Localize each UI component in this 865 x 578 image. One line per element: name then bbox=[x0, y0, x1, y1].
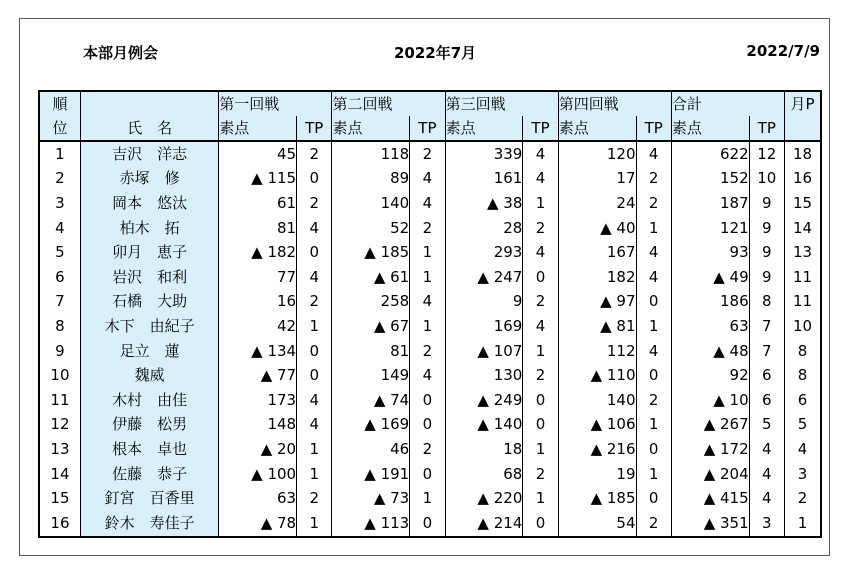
player-name-cell: 佐藤 恭子 bbox=[80, 462, 218, 487]
round-score-cell: ▲ 110 bbox=[558, 363, 636, 388]
round-tp-cell: 4 bbox=[297, 388, 332, 413]
player-name-cell: 根本 卓也 bbox=[80, 437, 218, 462]
round-score-cell: 18 bbox=[445, 437, 523, 462]
score-header: 素点 bbox=[445, 116, 523, 141]
round-4-header: 第四回戦 bbox=[558, 91, 671, 116]
rank-cell: 5 bbox=[39, 240, 80, 265]
total-tp-cell: 7 bbox=[749, 314, 784, 339]
round-tp-cell: 4 bbox=[636, 141, 671, 167]
event-date: 2022/7/9 bbox=[746, 42, 820, 60]
monthly-points-cell: 6 bbox=[785, 388, 822, 413]
round-score-cell: 112 bbox=[558, 339, 636, 364]
round-score-cell: ▲ 20 bbox=[219, 437, 297, 462]
round-1-header: 第一回戦 bbox=[219, 91, 332, 116]
total-score-cell: ▲ 351 bbox=[671, 511, 749, 537]
round-score-cell: 9 bbox=[445, 290, 523, 315]
rank-cell: 1 bbox=[39, 141, 80, 167]
round-score-cell: 167 bbox=[558, 240, 636, 265]
round-score-cell: 77 bbox=[219, 265, 297, 290]
round-tp-cell: 1 bbox=[297, 462, 332, 487]
table-row bbox=[39, 167, 821, 192]
total-score-cell: 622 bbox=[671, 141, 749, 167]
rank-cell: 15 bbox=[39, 486, 80, 511]
monthly-points-cell: 18 bbox=[785, 141, 822, 167]
round-score-cell: 182 bbox=[558, 265, 636, 290]
total-tp-cell: 6 bbox=[749, 388, 784, 413]
round-score-cell: 130 bbox=[445, 363, 523, 388]
round-tp-cell: 4 bbox=[297, 413, 332, 438]
round-tp-cell: 2 bbox=[523, 462, 558, 487]
round-score-cell: 89 bbox=[332, 167, 410, 192]
rank-cell: 13 bbox=[39, 437, 80, 462]
total-score-cell: ▲ 415 bbox=[671, 486, 749, 511]
rank-cell: 2 bbox=[39, 167, 80, 192]
round-3-header: 第三回戦 bbox=[445, 91, 558, 116]
round-tp-cell: 2 bbox=[636, 167, 671, 192]
table-row bbox=[39, 191, 821, 216]
round-score-cell: 54 bbox=[558, 511, 636, 537]
round-tp-cell: 1 bbox=[636, 216, 671, 241]
monthly-points-header: 月P bbox=[785, 91, 822, 116]
monthly-points-cell: 4 bbox=[785, 437, 822, 462]
table-row bbox=[39, 413, 821, 438]
round-score-cell: ▲ 185 bbox=[332, 240, 410, 265]
rank-header-bottom: 位 bbox=[39, 116, 80, 141]
player-name-cell: 岡本 悠汰 bbox=[80, 191, 218, 216]
table-row bbox=[39, 462, 821, 487]
round-tp-cell: 0 bbox=[523, 511, 558, 537]
player-name-cell: 足立 蓮 bbox=[80, 339, 218, 364]
round-score-cell: ▲ 100 bbox=[219, 462, 297, 487]
player-name-cell: 釘宮 百香里 bbox=[80, 486, 218, 511]
round-score-cell: ▲ 106 bbox=[558, 413, 636, 438]
round-score-cell: ▲ 74 bbox=[332, 388, 410, 413]
total-tp-cell: 9 bbox=[749, 265, 784, 290]
total-score-cell: 186 bbox=[671, 290, 749, 315]
player-name-cell: 卯月 恵子 bbox=[80, 240, 218, 265]
round-score-cell: ▲ 216 bbox=[558, 437, 636, 462]
player-name-cell: 石橋 大助 bbox=[80, 290, 218, 315]
player-name-cell: 伊藤 松男 bbox=[80, 413, 218, 438]
monthly-points-cell: 2 bbox=[785, 486, 822, 511]
total-score-cell: ▲ 48 bbox=[671, 339, 749, 364]
tp-header: TP bbox=[410, 116, 445, 141]
round-score-cell: ▲ 40 bbox=[558, 216, 636, 241]
tp-header: TP bbox=[297, 116, 332, 141]
round-score-cell: ▲ 107 bbox=[445, 339, 523, 364]
rank-cell: 10 bbox=[39, 363, 80, 388]
table-row bbox=[39, 339, 821, 364]
table-row bbox=[39, 141, 821, 167]
header-row-2 bbox=[39, 116, 821, 141]
monthly-points-cell: 15 bbox=[785, 191, 822, 216]
round-tp-cell: 4 bbox=[523, 167, 558, 192]
round-tp-cell: 1 bbox=[636, 462, 671, 487]
round-score-cell: 45 bbox=[219, 141, 297, 167]
event-month: 2022年7月 bbox=[394, 44, 477, 62]
name-header: 氏 名 bbox=[80, 116, 218, 141]
rank-cell: 4 bbox=[39, 216, 80, 241]
total-tp-cell: 7 bbox=[749, 339, 784, 364]
round-tp-cell: 0 bbox=[523, 413, 558, 438]
round-score-cell: 28 bbox=[445, 216, 523, 241]
total-tp-cell: 9 bbox=[749, 191, 784, 216]
round-tp-cell: 4 bbox=[523, 240, 558, 265]
total-tp-cell: 4 bbox=[749, 462, 784, 487]
total-score-cell: 187 bbox=[671, 191, 749, 216]
rank-cell: 11 bbox=[39, 388, 80, 413]
total-tp-cell: 9 bbox=[749, 240, 784, 265]
score-header: 素点 bbox=[671, 116, 749, 141]
round-tp-cell: 2 bbox=[636, 388, 671, 413]
round-tp-cell: 2 bbox=[410, 437, 445, 462]
round-score-cell: 149 bbox=[332, 363, 410, 388]
round-tp-cell: 2 bbox=[523, 290, 558, 315]
round-score-cell: ▲ 113 bbox=[332, 511, 410, 537]
round-tp-cell: 0 bbox=[636, 486, 671, 511]
round-tp-cell: 2 bbox=[636, 511, 671, 537]
tp-header: TP bbox=[636, 116, 671, 141]
total-tp-cell: 4 bbox=[749, 486, 784, 511]
rank-cell: 6 bbox=[39, 265, 80, 290]
round-tp-cell: 2 bbox=[410, 216, 445, 241]
monthly-points-cell: 11 bbox=[785, 265, 822, 290]
player-name-cell: 岩沢 和利 bbox=[80, 265, 218, 290]
round-tp-cell: 0 bbox=[523, 265, 558, 290]
table-row bbox=[39, 240, 821, 265]
score-header: 素点 bbox=[332, 116, 410, 141]
monthly-points-cell: 5 bbox=[785, 413, 822, 438]
round-tp-cell: 4 bbox=[410, 167, 445, 192]
monthly-points-cell: 10 bbox=[785, 314, 822, 339]
results-body bbox=[39, 141, 821, 537]
round-tp-cell: 1 bbox=[523, 437, 558, 462]
round-score-cell: ▲ 61 bbox=[332, 265, 410, 290]
round-score-cell: 24 bbox=[558, 191, 636, 216]
round-score-cell: ▲ 247 bbox=[445, 265, 523, 290]
round-tp-cell: 1 bbox=[523, 339, 558, 364]
tp-header: TP bbox=[749, 116, 784, 141]
table-row bbox=[39, 314, 821, 339]
round-tp-cell: 1 bbox=[297, 437, 332, 462]
round-tp-cell: 4 bbox=[636, 240, 671, 265]
round-score-cell: 81 bbox=[219, 216, 297, 241]
player-name-cell: 木村 由佳 bbox=[80, 388, 218, 413]
round-tp-cell: 4 bbox=[636, 265, 671, 290]
total-header: 合計 bbox=[671, 91, 784, 116]
round-score-cell: 120 bbox=[558, 141, 636, 167]
round-score-cell: ▲ 214 bbox=[445, 511, 523, 537]
rank-cell: 9 bbox=[39, 339, 80, 364]
round-tp-cell: 4 bbox=[410, 191, 445, 216]
round-tp-cell: 0 bbox=[636, 290, 671, 315]
round-score-cell: ▲ 73 bbox=[332, 486, 410, 511]
round-tp-cell: 2 bbox=[636, 191, 671, 216]
round-score-cell: 173 bbox=[219, 388, 297, 413]
round-tp-cell: 2 bbox=[297, 191, 332, 216]
total-tp-cell: 4 bbox=[749, 437, 784, 462]
round-tp-cell: 0 bbox=[410, 413, 445, 438]
event-title: 本部月例会 bbox=[83, 44, 159, 62]
total-score-cell: ▲ 204 bbox=[671, 462, 749, 487]
table-row bbox=[39, 290, 821, 315]
table-row bbox=[39, 486, 821, 511]
round-score-cell: 140 bbox=[558, 388, 636, 413]
round-tp-cell: 0 bbox=[297, 240, 332, 265]
round-tp-cell: 0 bbox=[636, 437, 671, 462]
monthly-points-cell: 8 bbox=[785, 363, 822, 388]
round-score-cell: 161 bbox=[445, 167, 523, 192]
table-row bbox=[39, 437, 821, 462]
round-score-cell: 293 bbox=[445, 240, 523, 265]
round-tp-cell: 2 bbox=[410, 339, 445, 364]
monthly-points-cell: 16 bbox=[785, 167, 822, 192]
round-score-cell: ▲ 78 bbox=[219, 511, 297, 537]
round-score-cell: ▲ 249 bbox=[445, 388, 523, 413]
round-tp-cell: 4 bbox=[636, 339, 671, 364]
total-tp-cell: 6 bbox=[749, 363, 784, 388]
round-tp-cell: 1 bbox=[410, 314, 445, 339]
total-tp-cell: 9 bbox=[749, 216, 784, 241]
tp-header: TP bbox=[523, 116, 558, 141]
table-row bbox=[39, 265, 821, 290]
round-tp-cell: 2 bbox=[297, 141, 332, 167]
round-tp-cell: 4 bbox=[410, 290, 445, 315]
total-tp-cell: 3 bbox=[749, 511, 784, 537]
round-tp-cell: 1 bbox=[297, 314, 332, 339]
total-tp-cell: 12 bbox=[749, 141, 784, 167]
round-score-cell: 17 bbox=[558, 167, 636, 192]
round-score-cell: 46 bbox=[332, 437, 410, 462]
round-tp-cell: 4 bbox=[297, 216, 332, 241]
round-tp-cell: 2 bbox=[523, 363, 558, 388]
table-row bbox=[39, 511, 821, 537]
round-tp-cell: 1 bbox=[410, 265, 445, 290]
round-score-cell: 63 bbox=[219, 486, 297, 511]
player-name-cell: 木下 由紀子 bbox=[80, 314, 218, 339]
round-tp-cell: 4 bbox=[523, 141, 558, 167]
monthly-points-header-bottom bbox=[785, 116, 822, 141]
round-score-cell: ▲ 77 bbox=[219, 363, 297, 388]
total-score-cell: ▲ 172 bbox=[671, 437, 749, 462]
player-name-cell: 赤塚 修 bbox=[80, 167, 218, 192]
rank-cell: 14 bbox=[39, 462, 80, 487]
name-header-top bbox=[80, 91, 218, 116]
total-tp-cell: 10 bbox=[749, 167, 784, 192]
total-tp-cell: 5 bbox=[749, 413, 784, 438]
monthly-points-cell: 8 bbox=[785, 339, 822, 364]
round-tp-cell: 1 bbox=[410, 240, 445, 265]
table-row bbox=[39, 388, 821, 413]
total-score-cell: 93 bbox=[671, 240, 749, 265]
total-score-cell: ▲ 49 bbox=[671, 265, 749, 290]
round-score-cell: ▲ 67 bbox=[332, 314, 410, 339]
round-score-cell: ▲ 185 bbox=[558, 486, 636, 511]
monthly-points-cell: 3 bbox=[785, 462, 822, 487]
results-table bbox=[38, 90, 822, 538]
round-tp-cell: 1 bbox=[636, 413, 671, 438]
rank-cell: 8 bbox=[39, 314, 80, 339]
round-score-cell: ▲ 115 bbox=[219, 167, 297, 192]
round-tp-cell: 0 bbox=[410, 388, 445, 413]
score-header: 素点 bbox=[558, 116, 636, 141]
round-score-cell: ▲ 81 bbox=[558, 314, 636, 339]
round-score-cell: 19 bbox=[558, 462, 636, 487]
round-score-cell: 339 bbox=[445, 141, 523, 167]
round-tp-cell: 1 bbox=[410, 486, 445, 511]
round-tp-cell: 0 bbox=[297, 363, 332, 388]
total-score-cell: 152 bbox=[671, 167, 749, 192]
round-tp-cell: 0 bbox=[410, 511, 445, 537]
total-score-cell: 121 bbox=[671, 216, 749, 241]
round-tp-cell: 1 bbox=[523, 191, 558, 216]
round-tp-cell: 2 bbox=[523, 216, 558, 241]
round-score-cell: ▲ 97 bbox=[558, 290, 636, 315]
total-score-cell: ▲ 267 bbox=[671, 413, 749, 438]
round-tp-cell: 2 bbox=[410, 141, 445, 167]
rank-cell: 3 bbox=[39, 191, 80, 216]
round-tp-cell: 4 bbox=[297, 265, 332, 290]
round-score-cell: 140 bbox=[332, 191, 410, 216]
round-score-cell: ▲ 134 bbox=[219, 339, 297, 364]
round-score-cell: 52 bbox=[332, 216, 410, 241]
total-score-cell: 63 bbox=[671, 314, 749, 339]
round-tp-cell: 0 bbox=[523, 388, 558, 413]
score-header: 素点 bbox=[219, 116, 297, 141]
round-score-cell: ▲ 182 bbox=[219, 240, 297, 265]
monthly-points-cell: 1 bbox=[785, 511, 822, 537]
round-score-cell: ▲ 169 bbox=[332, 413, 410, 438]
round-score-cell: 16 bbox=[219, 290, 297, 315]
round-tp-cell: 2 bbox=[297, 290, 332, 315]
round-score-cell: ▲ 191 bbox=[332, 462, 410, 487]
round-score-cell: 61 bbox=[219, 191, 297, 216]
round-tp-cell: 0 bbox=[410, 462, 445, 487]
monthly-points-cell: 14 bbox=[785, 216, 822, 241]
round-score-cell: 169 bbox=[445, 314, 523, 339]
round-score-cell: ▲ 38 bbox=[445, 191, 523, 216]
player-name-cell: 吉沢 洋志 bbox=[80, 141, 218, 167]
round-score-cell: 258 bbox=[332, 290, 410, 315]
round-tp-cell: 0 bbox=[297, 339, 332, 364]
rank-header-top: 順 bbox=[39, 91, 80, 116]
round-2-header: 第二回戦 bbox=[332, 91, 445, 116]
round-tp-cell: 2 bbox=[297, 486, 332, 511]
header-row-1 bbox=[39, 91, 821, 116]
round-tp-cell: 0 bbox=[636, 363, 671, 388]
round-tp-cell: 1 bbox=[297, 511, 332, 537]
rank-cell: 16 bbox=[39, 511, 80, 537]
round-score-cell: 148 bbox=[219, 413, 297, 438]
rank-cell: 12 bbox=[39, 413, 80, 438]
total-tp-cell: 8 bbox=[749, 290, 784, 315]
player-name-cell: 魏威 bbox=[80, 363, 218, 388]
round-tp-cell: 0 bbox=[297, 167, 332, 192]
round-score-cell: ▲ 220 bbox=[445, 486, 523, 511]
round-score-cell: 42 bbox=[219, 314, 297, 339]
round-tp-cell: 4 bbox=[410, 363, 445, 388]
total-score-cell: 92 bbox=[671, 363, 749, 388]
monthly-points-cell: 13 bbox=[785, 240, 822, 265]
round-tp-cell: 1 bbox=[636, 314, 671, 339]
round-score-cell: 68 bbox=[445, 462, 523, 487]
player-name-cell: 柏木 拓 bbox=[80, 216, 218, 241]
round-score-cell: ▲ 140 bbox=[445, 413, 523, 438]
table-row bbox=[39, 363, 821, 388]
round-score-cell: 81 bbox=[332, 339, 410, 364]
player-name-cell: 鈴木 寿佳子 bbox=[80, 511, 218, 537]
round-tp-cell: 4 bbox=[523, 314, 558, 339]
round-tp-cell: 1 bbox=[523, 486, 558, 511]
monthly-points-cell: 11 bbox=[785, 290, 822, 315]
round-score-cell: 118 bbox=[332, 141, 410, 167]
table-row bbox=[39, 216, 821, 241]
total-score-cell: ▲ 10 bbox=[671, 388, 749, 413]
rank-cell: 7 bbox=[39, 290, 80, 315]
